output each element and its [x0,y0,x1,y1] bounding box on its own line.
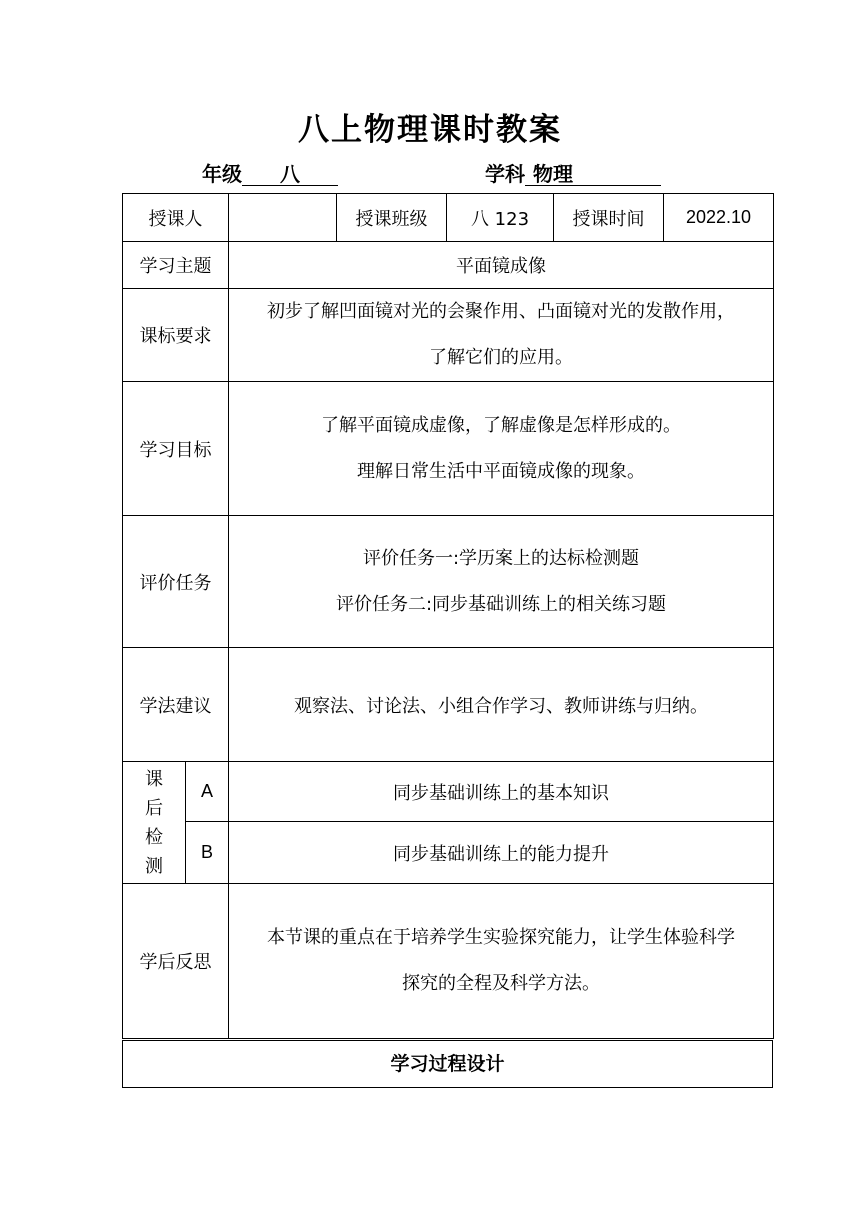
eval-label: 评价任务 [123,516,229,648]
method-label: 学法建议 [123,648,229,762]
subject-label: 学科 [485,162,525,186]
topic-label: 学习主题 [123,242,229,289]
check-label-char: 课 [145,768,163,790]
time-label: 授课时间 [554,194,664,242]
row-method [123,648,774,762]
check-a-value: 同步基础训练上的基本知识 [229,762,774,822]
subject-line [485,158,661,187]
teacher-label: 授课人 [123,194,229,242]
grade-line [202,158,338,187]
row-topic [123,242,774,289]
process-design-header: 学习过程设计 [122,1040,773,1088]
class-label: 授课班级 [337,194,447,242]
row-standard [123,289,774,382]
lesson-plan-table [122,193,774,1039]
teacher-value [229,194,337,242]
reflect-label: 学后反思 [123,884,229,1039]
check-label [123,762,186,884]
document-title: 八上物理课时教案 [298,112,562,148]
check-label-char: 后 [145,797,163,819]
eval-value [229,516,774,648]
row-check-b [123,822,774,884]
check-label-char: 检 [145,826,163,848]
standard-line-2: 了解它们的应用。 [429,347,573,368]
grade-value: 八 [242,163,338,186]
check-b-value: 同步基础训练上的能力提升 [229,822,774,884]
reflect-line-2: 探究的全程及科学方法。 [402,973,600,994]
reflect-line-1: 本节课的重点在于培养学生实验探究能力，让学生体验科学 [267,927,735,948]
method-value: 观察法、讨论法、小组合作学习、教师讲练与归纳。 [229,648,774,762]
eval-line-2: 评价任务二:同步基础训练上的相关练习题 [335,593,667,615]
topic-value: 平面镜成像 [229,242,774,289]
check-a-label: A [186,762,229,822]
check-label-char: 测 [145,855,163,877]
standard-label: 课标要求 [123,289,229,382]
time-value: 2022.10 [664,194,774,242]
row-goal [123,382,774,516]
reflect-value [229,884,774,1039]
goal-line-2: 理解日常生活中平面镜成像的现象。 [357,460,645,482]
row-eval [123,516,774,648]
standard-line-1: 初步了解凹面镜对光的会聚作用、凸面镜对光的发散作用， [267,301,735,322]
goal-value [229,382,774,516]
row-check-a [123,762,774,822]
subject-value: 物理 [525,163,661,186]
row-reflect [123,884,774,1039]
grade-label: 年级 [202,162,242,186]
goal-label: 学习目标 [123,382,229,516]
standard-value [229,289,774,382]
row-teacher [123,194,774,242]
class-value: 八 123 [447,194,554,242]
goal-line-1: 了解平面镜成虚像，了解虚像是怎样形成的。 [321,414,681,436]
check-b-label: B [186,822,229,884]
eval-line-1: 评价任务一:学历案上的达标检测题 [362,547,640,569]
